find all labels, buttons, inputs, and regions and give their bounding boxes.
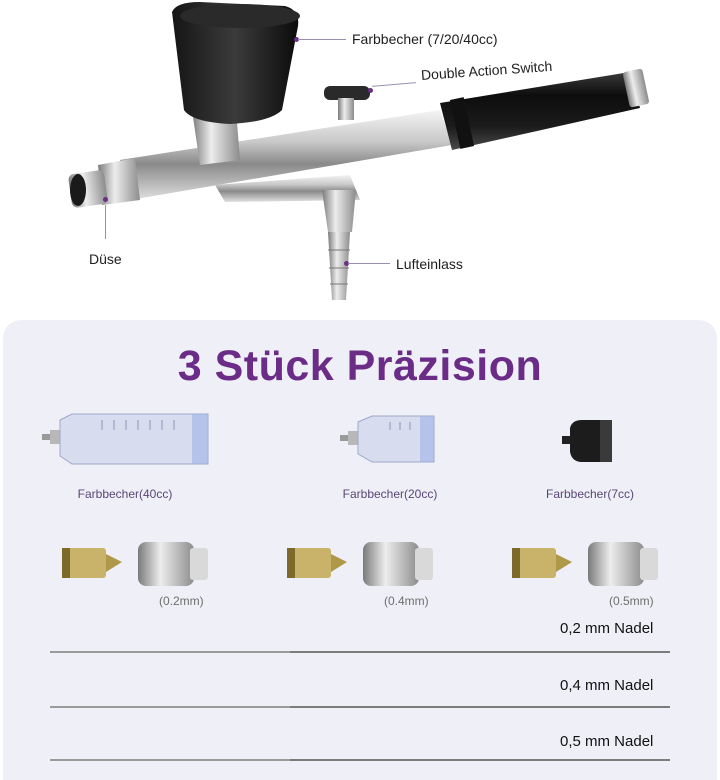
cup-20cc-caption: Farbbecher(20cc) bbox=[342, 487, 438, 501]
nozzle-callout-dot bbox=[103, 197, 108, 202]
needle-05-label: 0,5 mm Nadel bbox=[560, 733, 654, 750]
nozzle-set-05-size: (0.5mm) bbox=[609, 594, 654, 608]
cup-7cc-illustration bbox=[562, 418, 618, 464]
needle-02-illustration bbox=[50, 648, 670, 656]
needle-04-label: 0,4 mm Nadel bbox=[560, 677, 654, 694]
cup-callout-label: Farbbecher (7/20/40cc) bbox=[352, 31, 498, 47]
nozzle-callout-label: Düse bbox=[89, 251, 122, 267]
nozzle-set-02-size: (0.2mm) bbox=[159, 594, 204, 608]
air-inlet-callout-line bbox=[348, 263, 390, 264]
nozzle-set-04-illustration bbox=[287, 540, 437, 590]
nozzle-callout-line bbox=[105, 205, 106, 239]
cup-40cc-caption: Farbbecher(40cc) bbox=[77, 487, 173, 501]
cup-20cc-illustration bbox=[340, 414, 436, 464]
needle-02-label: 0,2 mm Nadel bbox=[560, 620, 654, 637]
needle-04-illustration bbox=[50, 703, 670, 711]
panel-title: 3 Stück Präzision bbox=[177, 342, 543, 390]
nozzle-set-05-illustration bbox=[512, 540, 662, 590]
switch-callout-label: Double Action Switch bbox=[420, 57, 553, 83]
air-inlet-callout-label: Lufteinlass bbox=[396, 256, 463, 272]
cup-callout-line bbox=[298, 39, 346, 40]
airbrush-illustration bbox=[0, 0, 720, 320]
cup-40cc-illustration bbox=[42, 412, 212, 468]
switch-callout-dot bbox=[368, 88, 373, 93]
cup-7cc-caption: Farbbecher(7cc) bbox=[545, 487, 635, 501]
needle-05-illustration bbox=[50, 756, 670, 764]
nozzle-set-04-size: (0.4mm) bbox=[384, 594, 429, 608]
nozzle-set-02-illustration bbox=[62, 540, 212, 590]
